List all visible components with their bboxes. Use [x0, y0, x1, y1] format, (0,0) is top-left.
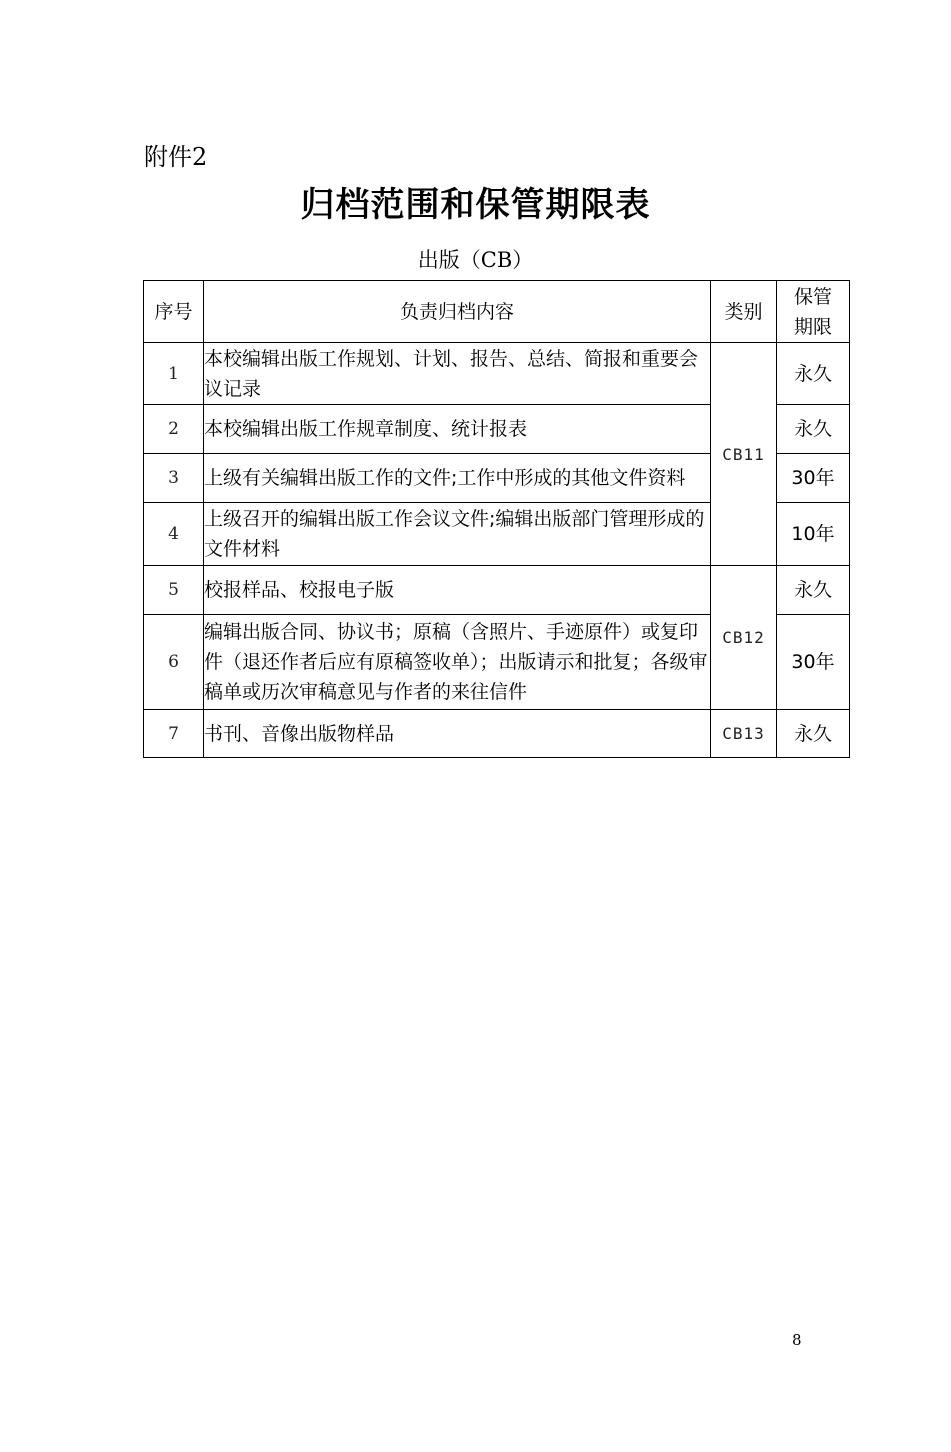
row-number: 6: [144, 615, 204, 710]
row-content: 编辑出版合同、协议书；原稿（含照片、手迹原件）或复印件（退还作者后应有原稿签收单）；出版请示和批复；各级审稿单或历次审稿意见与作者的来往信件: [204, 615, 711, 710]
table-subtitle: 出版（CB）: [417, 248, 534, 272]
row-period: 10年: [777, 503, 850, 566]
row-period: 30年: [777, 615, 850, 710]
header-category: 类别: [711, 281, 777, 343]
header-period-line2: 期限: [793, 315, 832, 338]
header-content: 负责归档内容: [204, 281, 711, 343]
row-content: 校报样品、校报电子版: [204, 566, 711, 615]
row-content: 本校编辑出版工作规划、计划、报告、总结、简报和重要会议记录: [204, 343, 711, 405]
header-period: [777, 281, 850, 343]
archive-table: [143, 280, 850, 758]
table-row: [144, 343, 850, 405]
row-period: 30年: [777, 454, 850, 503]
row-number: 2: [144, 405, 204, 454]
table-row: [144, 566, 850, 615]
row-content: 上级有关编辑出版工作的文件;工作中形成的其他文件资料: [204, 454, 711, 503]
row-number: 3: [144, 454, 204, 503]
page-title: 归档范围和保管期限表: [300, 185, 651, 225]
row-period: 永久: [777, 710, 850, 758]
attachment-label: 附件2: [144, 143, 208, 171]
row-period: 永久: [777, 343, 850, 405]
row-category: CB12: [711, 566, 777, 710]
row-period: 永久: [777, 566, 850, 615]
row-period: 永久: [777, 405, 850, 454]
table-row: [144, 710, 850, 758]
row-number: 5: [144, 566, 204, 615]
row-content: 书刊、音像出版物样品: [204, 710, 711, 758]
table-header-row: [144, 281, 850, 343]
row-category: CB11: [711, 343, 777, 566]
row-content: 上级召开的编辑出版工作会议文件;编辑出版部门管理形成的文件材料: [204, 503, 711, 566]
header-no: 序号: [144, 281, 204, 343]
header-period-line1: 保管: [793, 285, 832, 308]
page-number: 8: [792, 1331, 802, 1349]
row-number: 7: [144, 710, 204, 758]
row-content: 本校编辑出版工作规章制度、统计报表: [204, 405, 711, 454]
row-category: CB13: [711, 710, 777, 758]
row-number: 1: [144, 343, 204, 405]
row-number: 4: [144, 503, 204, 566]
